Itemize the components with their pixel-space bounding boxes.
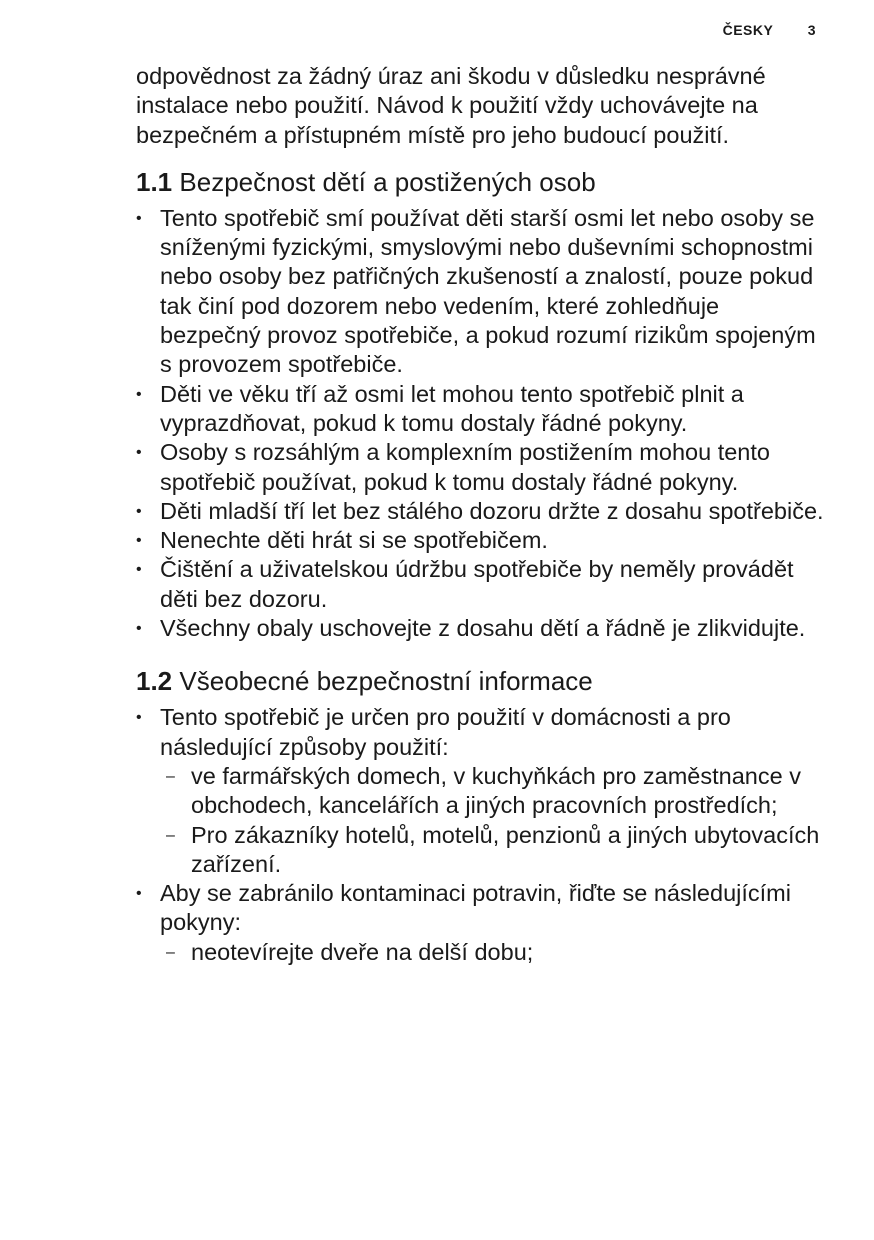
list-item: • Čištění a uživatelskou údržbu spotřebiče by neměly provádět děti bez dozoru. — [136, 555, 826, 614]
section-title: Všeobecné bezpečnostní informace — [179, 666, 593, 697]
section-heading-1-2 — [136, 665, 826, 697]
section-number: 1.1 — [136, 166, 173, 197]
list-item-text: Tento spotřebič je určen pro použití v domácnosti a pro následující způsoby použití: — [160, 704, 731, 760]
sub-list — [160, 938, 826, 967]
list-item: • Osoby s rozsáhlým a komplexním postižením mohou tento spotřebič používat, pokud k tomu dostaly řádné pokyny. — [136, 438, 826, 497]
child-safety-list — [136, 204, 826, 643]
page-header — [723, 22, 816, 38]
list-item: • Nenechte děti hrát si se spotřebičem. — [136, 526, 826, 555]
list-item — [136, 879, 826, 967]
sub-list — [160, 762, 826, 879]
general-safety-list — [136, 703, 826, 967]
list-item: • Tento spotřebič smí používat děti starší osmi let nebo osoby se sníženými fyzickými, smyslovými nebo duševními schopnostmi nebo osoby bez patřičných zkušeností a znalostí, pouze pokud tak činí pod dozorem nebo vedením, které zohledňuje bezpečný provoz spotřebiče, a pokud rozumí rizikům spojeným s provozem spotřebiče. — [136, 204, 826, 380]
list-item: • Všechny obaly uschovejte z dosahu dětí a řádně je zlikvidujte. — [136, 614, 826, 643]
section-number: 1.2 — [136, 666, 173, 697]
sub-list-item: – ve farmářských domech, v kuchyňkách pro zaměstnance v obchodech, kancelářích a jiných pracovních prostředích; — [160, 762, 826, 821]
section-title: Bezpečnost dětí a postižených osob — [179, 166, 596, 197]
sub-list-item: – Pro zákazníky hotelů, motelů, penzionů a jiných ubytovacích zařízení. — [160, 821, 826, 880]
list-item: • Děti ve věku tří až osmi let mohou tento spotřebič plnit a vyprazdňovat, pokud k tomu dostaly řádné pokyny. — [136, 380, 826, 439]
page-number: 3 — [807, 22, 816, 38]
list-item-text: Aby se zabránilo kontaminaci potravin, řiďte se následujícími pokyny: — [160, 880, 791, 936]
list-item: • Děti mladší tří let bez stálého dozoru držte z dosahu spotřebiče. — [136, 497, 826, 526]
sub-list-item: – neotevírejte dveře na delší dobu; — [160, 938, 826, 967]
list-item — [136, 703, 826, 879]
page-content — [136, 62, 826, 967]
intro-paragraph: odpovědnost za žádný úraz ani škodu v důsledku nesprávné instalace nebo použití. Návod k použití vždy uchovávejte na bezpečném a přístupném místě pro jeho budoucí použití. — [136, 63, 766, 148]
language-label: ČESKY — [722, 22, 774, 38]
section-heading-1-1 — [136, 166, 826, 198]
